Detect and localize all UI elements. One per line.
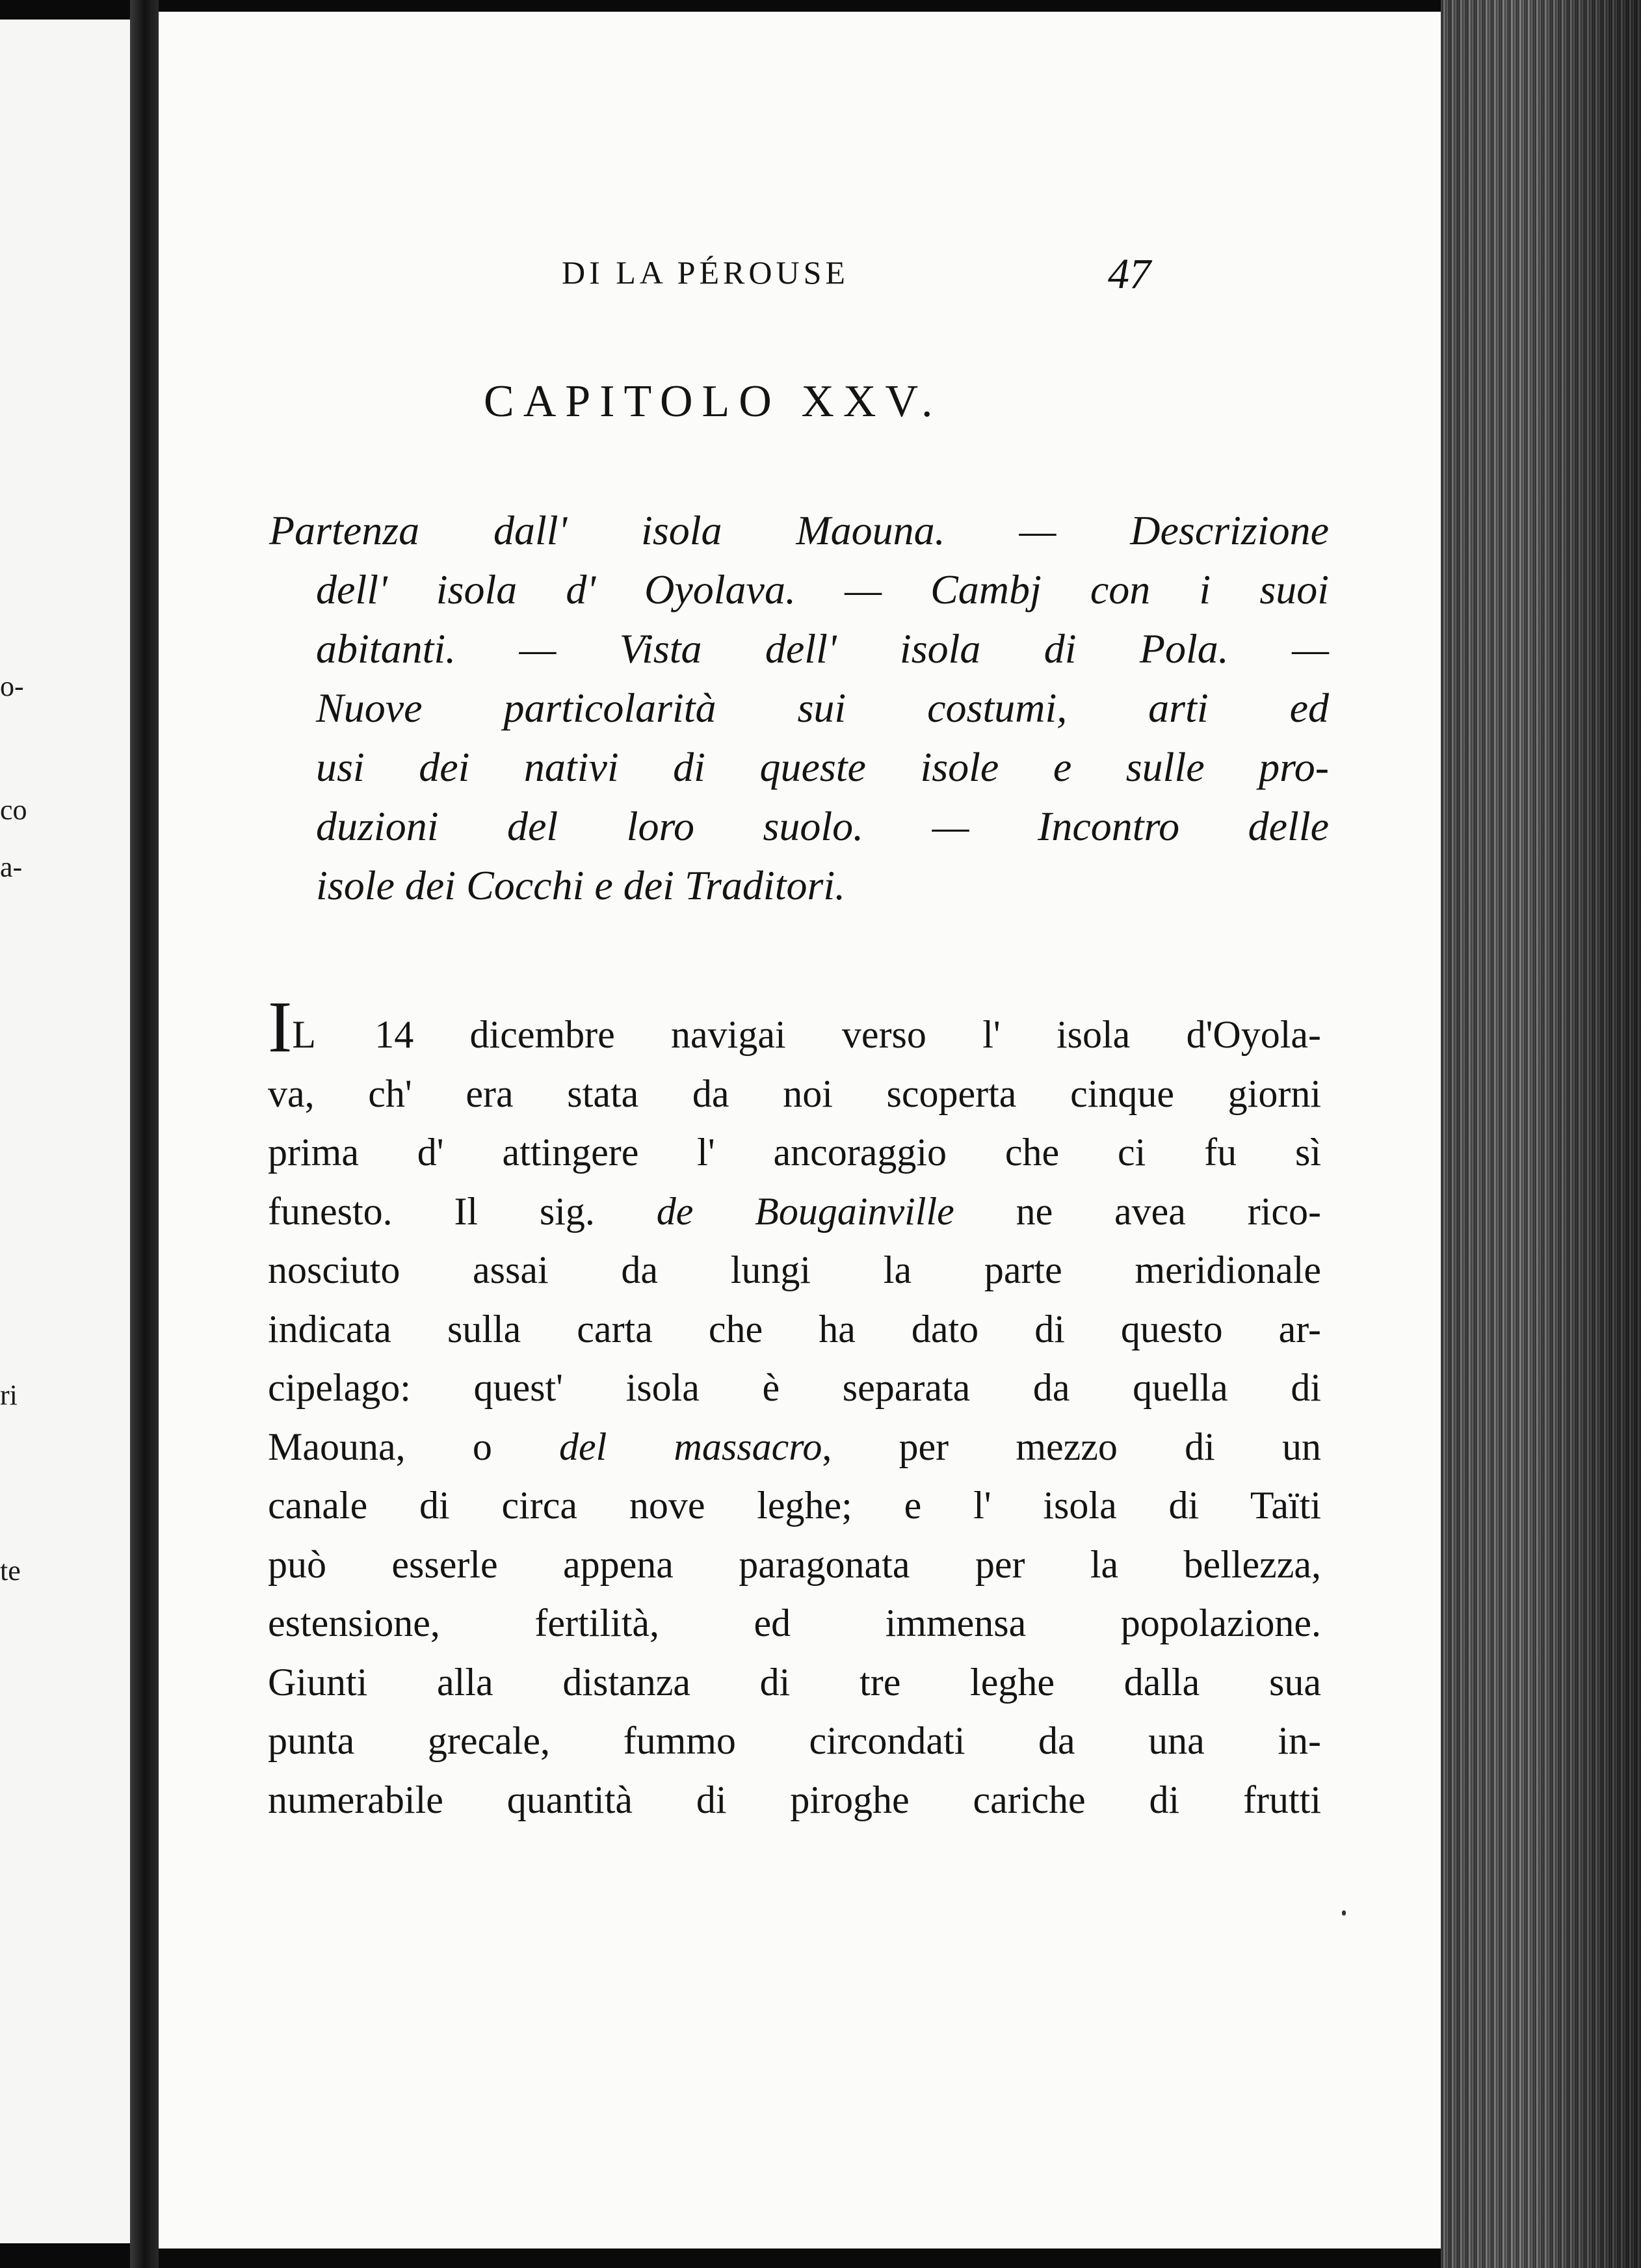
- ink-speck: [1342, 1910, 1346, 1916]
- page-number: 47: [1108, 250, 1151, 298]
- italic-name: de Bougainville: [656, 1189, 954, 1233]
- small-caps-letter: L: [292, 1013, 319, 1056]
- body-line: può esserle appena paragonata per la bellezza,: [268, 1542, 1321, 1586]
- book-gutter: [130, 0, 159, 2268]
- body-line: [268, 1418, 1321, 1477]
- book-page: [159, 12, 1441, 2248]
- body-line: numerabile quantità di piroghe cariche di frutti: [268, 1778, 1321, 1821]
- body-line: estensione, fertilità, ed immensa popolazione.: [268, 1602, 1321, 1644]
- summary-line: usi dei nativi di queste isole e sulle pro-: [316, 744, 1329, 790]
- prev-page-fragment: o-: [0, 670, 24, 702]
- previous-page-edge: [0, 20, 130, 2243]
- prev-page-fragment: a-: [0, 851, 23, 883]
- chapter-summary: [269, 501, 1329, 915]
- body-text-run: , per mezzo di un: [822, 1425, 1321, 1468]
- body-line: va, ch' era stata da noi scoperta cinque giorni: [268, 1072, 1321, 1115]
- body-paragraph: [268, 987, 1321, 1829]
- prev-page-fragment: te: [0, 1555, 21, 1587]
- summary-line: abitanti. — Vista dell' isola di Pola. —: [316, 626, 1329, 672]
- summary-line: isole dei Cocchi e dei Traditori.: [316, 862, 846, 908]
- body-text-run: funesto. Il sig.: [268, 1189, 657, 1233]
- body-line: canale di circa nove leghe; e l' isola di Taïti: [268, 1484, 1321, 1527]
- body-line: nosciuto assai da lungi la parte meridionale: [268, 1248, 1321, 1291]
- body-line: cipelago: quest' isola è separata da quella di: [268, 1366, 1321, 1409]
- body-line: punta grecale, fummo circondati da una in-: [268, 1719, 1321, 1762]
- italic-phrase: del massacro: [559, 1425, 822, 1468]
- prev-page-fragment: ri: [0, 1379, 18, 1411]
- body-text-run: 14 dicembre navigai verso l' isola d'Oyola-: [318, 1013, 1321, 1056]
- running-head: DI LA PÉROUSE: [562, 254, 849, 291]
- body-text-run: Maouna, o: [268, 1425, 560, 1468]
- summary-line: dell' isola d' Oyolava. — Cambj con i suoi: [316, 566, 1329, 613]
- drop-cap: I: [268, 987, 293, 1068]
- body-line: [268, 987, 1321, 1068]
- summary-line: Partenza dall' isola Maouna. — Descrizione: [269, 507, 1329, 553]
- summary-line: Nuove particolarità sui costumi, arti ed: [316, 685, 1329, 731]
- prev-page-fragment: co: [0, 794, 27, 826]
- chapter-title: CAPITOLO XXV.: [484, 376, 942, 427]
- body-text-run: ne avea rico-: [954, 1189, 1321, 1233]
- body-line: indicata sulla carta che ha dato di questo ar-: [268, 1307, 1321, 1351]
- book-page-edges-shade: [1441, 0, 1641, 2268]
- body-line: Giunti alla distanza di tre leghe dalla sua: [268, 1660, 1321, 1704]
- body-line: [268, 1182, 1321, 1241]
- summary-line: duzioni del loro suolo. — Incontro delle: [316, 803, 1329, 849]
- body-line: prima d' attingere l' ancoraggio che ci fu sì: [268, 1131, 1321, 1174]
